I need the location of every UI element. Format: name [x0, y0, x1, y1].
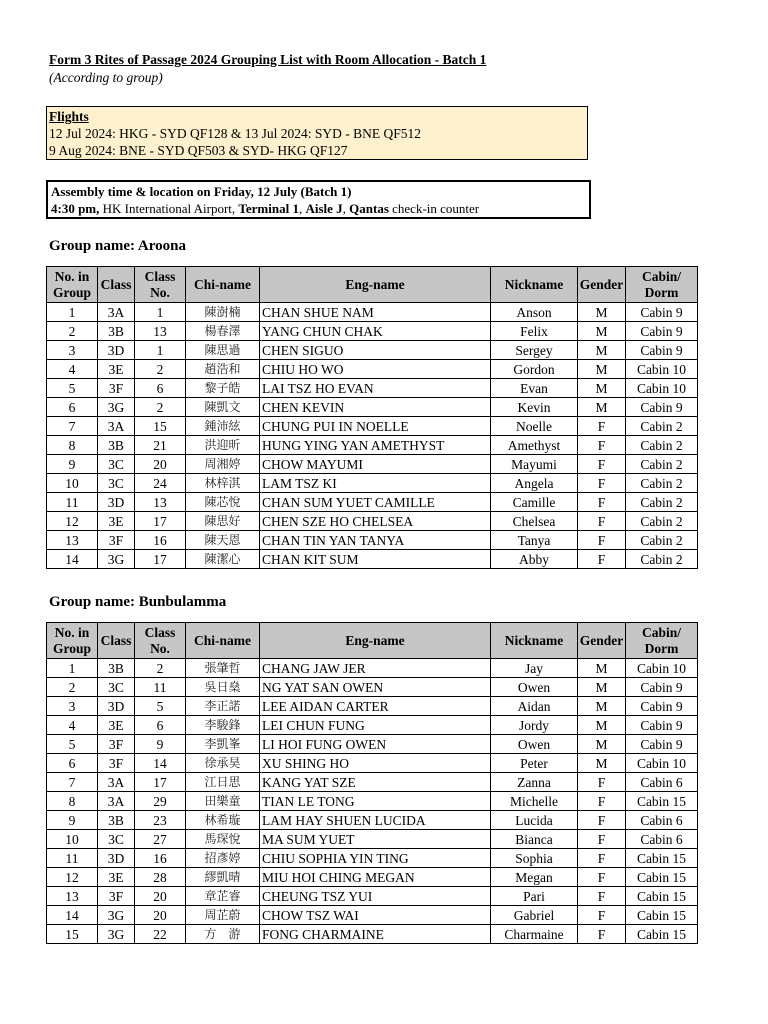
cell-chi: 周湘婷	[186, 455, 260, 474]
cell-chi: 馬琛悅	[186, 830, 260, 849]
cell-eng: NG YAT SAN OWEN	[260, 678, 491, 697]
cell-chi: 林梓淇	[186, 474, 260, 493]
cell-cabin: Cabin 15	[626, 887, 698, 906]
cell-gender: M	[578, 678, 626, 697]
cell-nick: Evan	[491, 379, 578, 398]
cell-chi: 張肇哲	[186, 659, 260, 678]
cell-nick: Michelle	[491, 792, 578, 811]
cell-cabin: Cabin 15	[626, 925, 698, 944]
cell-classno: 28	[135, 868, 186, 887]
cell-eng: LI HOI FUNG OWEN	[260, 735, 491, 754]
cell-classno: 17	[135, 512, 186, 531]
cell-class: 3E	[98, 868, 135, 887]
cell-eng: CHOW MAYUMI	[260, 455, 491, 474]
cell-class: 3E	[98, 512, 135, 531]
table-row	[47, 398, 698, 417]
cell-class: 3G	[98, 550, 135, 569]
assembly-box	[46, 180, 591, 219]
table-row	[47, 697, 698, 716]
cell-chi: 田樂童	[186, 792, 260, 811]
cell-chi: 陳潔心	[186, 550, 260, 569]
table-row	[47, 811, 698, 830]
column-header-chi: Chi-name	[186, 267, 260, 303]
cell-class: 3C	[98, 474, 135, 493]
assembly-details: 4:30 pm, HK International Airport, Terminal 1, Aisle J, Qantas check-in counter	[51, 201, 480, 216]
assembly-time: 4:30 pm,	[51, 201, 100, 216]
table-row	[47, 531, 698, 550]
column-header-cabin: Cabin/ Dorm	[626, 623, 698, 659]
cell-class: 3F	[98, 754, 135, 773]
group-title: Group name: Aroona	[49, 238, 186, 254]
cell-classno: 17	[135, 773, 186, 792]
cell-eng: CHEN SZE HO CHELSEA	[260, 512, 491, 531]
cell-class: 3E	[98, 716, 135, 735]
cell-gender: M	[578, 398, 626, 417]
cell-gender: M	[578, 322, 626, 341]
cell-classno: 11	[135, 678, 186, 697]
cell-class: 3F	[98, 735, 135, 754]
table-row	[47, 303, 698, 322]
cell-num: 14	[47, 550, 98, 569]
cell-chi: 林希璇	[186, 811, 260, 830]
cell-classno: 14	[135, 754, 186, 773]
cell-eng: LAI TSZ HO EVAN	[260, 379, 491, 398]
table-row	[47, 512, 698, 531]
cell-gender: F	[578, 792, 626, 811]
table-row	[47, 887, 698, 906]
cell-nick: Gordon	[491, 360, 578, 379]
cell-chi: 李凱峯	[186, 735, 260, 754]
table-row	[47, 550, 698, 569]
cell-cabin: Cabin 10	[626, 360, 698, 379]
cell-nick: Megan	[491, 868, 578, 887]
cell-nick: Aidan	[491, 697, 578, 716]
cell-class: 3G	[98, 925, 135, 944]
cell-num: 15	[47, 925, 98, 944]
cell-gender: M	[578, 360, 626, 379]
cell-num: 4	[47, 360, 98, 379]
cell-nick: Jordy	[491, 716, 578, 735]
cell-nick: Camille	[491, 493, 578, 512]
cell-classno: 2	[135, 398, 186, 417]
cell-cabin: Cabin 15	[626, 849, 698, 868]
cell-gender: M	[578, 303, 626, 322]
cell-class: 3C	[98, 678, 135, 697]
cell-eng: CHEUNG TSZ YUI	[260, 887, 491, 906]
flights-line-1: 12 Jul 2024: HKG - SYD QF128 & 13 Jul 2024: SYD - BNE QF512	[49, 126, 422, 141]
cell-classno: 20	[135, 887, 186, 906]
cell-classno: 5	[135, 697, 186, 716]
group-table	[46, 622, 698, 944]
assembly-terminal: Terminal 1	[238, 201, 299, 216]
table-row	[47, 417, 698, 436]
cell-chi: 黎子皓	[186, 379, 260, 398]
cell-chi: 趙浩和	[186, 360, 260, 379]
column-header-eng: Eng-name	[260, 267, 491, 303]
cell-classno: 2	[135, 360, 186, 379]
cell-cabin: Cabin 2	[626, 474, 698, 493]
cell-chi: 洪迎昕	[186, 436, 260, 455]
cell-gender: F	[578, 550, 626, 569]
cell-chi: 楊春澤	[186, 322, 260, 341]
cell-gender: F	[578, 455, 626, 474]
cell-chi: 陳澍楠	[186, 303, 260, 322]
cell-num: 2	[47, 322, 98, 341]
cell-classno: 2	[135, 659, 186, 678]
cell-class: 3B	[98, 436, 135, 455]
cell-nick: Anson	[491, 303, 578, 322]
cell-cabin: Cabin 10	[626, 379, 698, 398]
cell-class: 3A	[98, 773, 135, 792]
cell-class: 3E	[98, 360, 135, 379]
table-row	[47, 792, 698, 811]
cell-classno: 21	[135, 436, 186, 455]
cell-nick: Lucida	[491, 811, 578, 830]
cell-class: 3C	[98, 830, 135, 849]
cell-chi: 陳芯悅	[186, 493, 260, 512]
cell-chi: 招彥婷	[186, 849, 260, 868]
cell-eng: FONG CHARMAINE	[260, 925, 491, 944]
column-header-classno: Class No.	[135, 623, 186, 659]
cell-eng: HUNG YING YAN AMETHYST	[260, 436, 491, 455]
table-row	[47, 322, 698, 341]
table-row	[47, 455, 698, 474]
cell-num: 3	[47, 341, 98, 360]
cell-cabin: Cabin 2	[626, 512, 698, 531]
cell-cabin: Cabin 15	[626, 906, 698, 925]
cell-chi: 陳思過	[186, 341, 260, 360]
cell-gender: F	[578, 531, 626, 550]
assembly-aisle: Aisle J	[305, 201, 343, 216]
cell-nick: Noelle	[491, 417, 578, 436]
cell-eng: TIAN LE TONG	[260, 792, 491, 811]
table-row	[47, 735, 698, 754]
cell-classno: 6	[135, 379, 186, 398]
cell-num: 1	[47, 659, 98, 678]
cell-gender: M	[578, 697, 626, 716]
cell-num: 9	[47, 455, 98, 474]
cell-chi: 章芷睿	[186, 887, 260, 906]
table-row	[47, 659, 698, 678]
cell-cabin: Cabin 9	[626, 341, 698, 360]
cell-nick: Angela	[491, 474, 578, 493]
cell-classno: 9	[135, 735, 186, 754]
cell-eng: MIU HOI CHING MEGAN	[260, 868, 491, 887]
cell-gender: M	[578, 735, 626, 754]
cell-chi: 繆凱晴	[186, 868, 260, 887]
flights-heading: Flights	[49, 109, 89, 124]
column-header-cabin: Cabin/ Dorm	[626, 267, 698, 303]
cell-cabin: Cabin 10	[626, 754, 698, 773]
cell-cabin: Cabin 2	[626, 550, 698, 569]
cell-num: 1	[47, 303, 98, 322]
cell-classno: 29	[135, 792, 186, 811]
cell-eng: CHAN SUM YUET CAMILLE	[260, 493, 491, 512]
cell-nick: Abby	[491, 550, 578, 569]
cell-eng: CHAN TIN YAN TANYA	[260, 531, 491, 550]
cell-eng: LAM TSZ KI	[260, 474, 491, 493]
cell-nick: Charmaine	[491, 925, 578, 944]
cell-eng: LAM HAY SHUEN LUCIDA	[260, 811, 491, 830]
cell-cabin: Cabin 2	[626, 493, 698, 512]
flights-line-2: 9 Aug 2024: BNE - SYD QF503 & SYD- HKG QF127	[49, 143, 348, 158]
cell-nick: Pari	[491, 887, 578, 906]
cell-cabin: Cabin 6	[626, 830, 698, 849]
cell-gender: F	[578, 436, 626, 455]
cell-gender: F	[578, 773, 626, 792]
cell-cabin: Cabin 6	[626, 811, 698, 830]
cell-cabin: Cabin 2	[626, 531, 698, 550]
cell-gender: M	[578, 754, 626, 773]
cell-nick: Sophia	[491, 849, 578, 868]
cell-cabin: Cabin 9	[626, 398, 698, 417]
cell-eng: XU SHING HO	[260, 754, 491, 773]
cell-class: 3B	[98, 659, 135, 678]
cell-cabin: Cabin 9	[626, 678, 698, 697]
table-row	[47, 773, 698, 792]
column-header-classno: Class No.	[135, 267, 186, 303]
cell-classno: 27	[135, 830, 186, 849]
cell-class: 3A	[98, 792, 135, 811]
cell-class: 3D	[98, 493, 135, 512]
cell-cabin: Cabin 9	[626, 322, 698, 341]
cell-nick: Chelsea	[491, 512, 578, 531]
cell-classno: 17	[135, 550, 186, 569]
cell-nick: Mayumi	[491, 455, 578, 474]
table-header-row	[47, 267, 698, 303]
table-row	[47, 379, 698, 398]
cell-num: 6	[47, 754, 98, 773]
cell-classno: 20	[135, 906, 186, 925]
cell-gender: F	[578, 925, 626, 944]
cell-gender: F	[578, 906, 626, 925]
cell-cabin: Cabin 9	[626, 735, 698, 754]
cell-nick: Owen	[491, 678, 578, 697]
document-subtitle: (According to group)	[49, 70, 163, 85]
cell-num: 7	[47, 773, 98, 792]
cell-chi: 吳日燊	[186, 678, 260, 697]
cell-class: 3F	[98, 379, 135, 398]
cell-classno: 1	[135, 341, 186, 360]
cell-num: 6	[47, 398, 98, 417]
cell-eng: CHANG JAW JER	[260, 659, 491, 678]
assembly-airline: Qantas	[349, 201, 389, 216]
cell-class: 3B	[98, 811, 135, 830]
cell-nick: Kevin	[491, 398, 578, 417]
column-header-eng: Eng-name	[260, 623, 491, 659]
cell-classno: 6	[135, 716, 186, 735]
document-title: Form 3 Rites of Passage 2024 Grouping List with Room Allocation - Batch 1	[49, 52, 487, 67]
table-row	[47, 474, 698, 493]
cell-cabin: Cabin 2	[626, 455, 698, 474]
cell-class: 3D	[98, 341, 135, 360]
cell-cabin: Cabin 2	[626, 436, 698, 455]
column-header-gender: Gender	[578, 267, 626, 303]
cell-class: 3A	[98, 417, 135, 436]
cell-num: 13	[47, 887, 98, 906]
cell-gender: F	[578, 417, 626, 436]
column-header-chi: Chi-name	[186, 623, 260, 659]
table-row	[47, 754, 698, 773]
cell-gender: M	[578, 716, 626, 735]
table-row	[47, 925, 698, 944]
table-row	[47, 849, 698, 868]
cell-eng: CHIU HO WO	[260, 360, 491, 379]
cell-nick: Bianca	[491, 830, 578, 849]
cell-cabin: Cabin 10	[626, 659, 698, 678]
cell-cabin: Cabin 9	[626, 716, 698, 735]
cell-chi: 李正諾	[186, 697, 260, 716]
column-header-nick: Nickname	[491, 623, 578, 659]
cell-chi: 江日思	[186, 773, 260, 792]
cell-eng: KANG YAT SZE	[260, 773, 491, 792]
cell-chi: 陳凱文	[186, 398, 260, 417]
cell-num: 12	[47, 868, 98, 887]
cell-chi: 李駿鋒	[186, 716, 260, 735]
cell-nick: Gabriel	[491, 906, 578, 925]
cell-eng: CHAN SHUE NAM	[260, 303, 491, 322]
cell-num: 7	[47, 417, 98, 436]
cell-class: 3C	[98, 455, 135, 474]
cell-num: 8	[47, 792, 98, 811]
column-header-class: Class	[98, 623, 135, 659]
table-row	[47, 341, 698, 360]
cell-cabin: Cabin 15	[626, 792, 698, 811]
cell-chi: 陳思好	[186, 512, 260, 531]
cell-gender: M	[578, 659, 626, 678]
cell-num: 4	[47, 716, 98, 735]
cell-classno: 24	[135, 474, 186, 493]
cell-eng: CHOW TSZ WAI	[260, 906, 491, 925]
cell-num: 11	[47, 849, 98, 868]
cell-classno: 20	[135, 455, 186, 474]
cell-nick: Felix	[491, 322, 578, 341]
table-row	[47, 493, 698, 512]
cell-num: 2	[47, 678, 98, 697]
cell-class: 3D	[98, 697, 135, 716]
cell-classno: 16	[135, 849, 186, 868]
column-header-num: No. in Group	[47, 267, 98, 303]
column-header-num: No. in Group	[47, 623, 98, 659]
cell-class: 3D	[98, 849, 135, 868]
cell-num: 3	[47, 697, 98, 716]
cell-gender: M	[578, 379, 626, 398]
cell-gender: M	[578, 341, 626, 360]
cell-cabin: Cabin 9	[626, 697, 698, 716]
cell-chi: 方 游	[186, 925, 260, 944]
cell-nick: Jay	[491, 659, 578, 678]
column-header-gender: Gender	[578, 623, 626, 659]
table-row	[47, 678, 698, 697]
cell-eng: CHAN KIT SUM	[260, 550, 491, 569]
cell-num: 8	[47, 436, 98, 455]
cell-gender: F	[578, 887, 626, 906]
cell-nick: Zanna	[491, 773, 578, 792]
table-row	[47, 716, 698, 735]
cell-gender: F	[578, 474, 626, 493]
cell-eng: CHEN KEVIN	[260, 398, 491, 417]
cell-cabin: Cabin 9	[626, 303, 698, 322]
table-row	[47, 436, 698, 455]
column-header-nick: Nickname	[491, 267, 578, 303]
group-table	[46, 266, 698, 569]
cell-classno: 13	[135, 322, 186, 341]
group-title: Group name: Bunbulamma	[49, 594, 227, 610]
cell-classno: 1	[135, 303, 186, 322]
cell-num: 10	[47, 830, 98, 849]
cell-chi: 徐承昊	[186, 754, 260, 773]
cell-eng: MA SUM YUET	[260, 830, 491, 849]
cell-class: 3F	[98, 887, 135, 906]
cell-classno: 23	[135, 811, 186, 830]
cell-chi: 鍾沛絃	[186, 417, 260, 436]
cell-gender: F	[578, 811, 626, 830]
cell-classno: 22	[135, 925, 186, 944]
cell-eng: LEI CHUN FUNG	[260, 716, 491, 735]
cell-num: 13	[47, 531, 98, 550]
cell-nick: Sergey	[491, 341, 578, 360]
cell-nick: Amethyst	[491, 436, 578, 455]
cell-classno: 13	[135, 493, 186, 512]
cell-class: 3G	[98, 398, 135, 417]
cell-cabin: Cabin 15	[626, 868, 698, 887]
cell-cabin: Cabin 6	[626, 773, 698, 792]
cell-num: 5	[47, 379, 98, 398]
cell-eng: YANG CHUN CHAK	[260, 322, 491, 341]
cell-chi: 周芷蔚	[186, 906, 260, 925]
cell-num: 10	[47, 474, 98, 493]
cell-gender: F	[578, 493, 626, 512]
table-row	[47, 830, 698, 849]
cell-num: 12	[47, 512, 98, 531]
cell-nick: Peter	[491, 754, 578, 773]
cell-gender: F	[578, 512, 626, 531]
table-header-row	[47, 623, 698, 659]
cell-eng: CHUNG PUI IN NOELLE	[260, 417, 491, 436]
table-row	[47, 906, 698, 925]
flights-box	[46, 106, 588, 160]
cell-chi: 陳天恩	[186, 531, 260, 550]
cell-gender: F	[578, 830, 626, 849]
cell-num: 14	[47, 906, 98, 925]
cell-cabin: Cabin 2	[626, 417, 698, 436]
cell-nick: Tanya	[491, 531, 578, 550]
column-header-class: Class	[98, 267, 135, 303]
cell-gender: F	[578, 849, 626, 868]
cell-classno: 15	[135, 417, 186, 436]
cell-gender: F	[578, 868, 626, 887]
table-row	[47, 868, 698, 887]
cell-nick: Owen	[491, 735, 578, 754]
cell-num: 9	[47, 811, 98, 830]
cell-eng: CHIU SOPHIA YIN TING	[260, 849, 491, 868]
assembly-heading: Assembly time & location on Friday, 12 July (Batch 1)	[51, 184, 352, 199]
cell-eng: LEE AIDAN CARTER	[260, 697, 491, 716]
cell-num: 5	[47, 735, 98, 754]
cell-class: 3B	[98, 322, 135, 341]
cell-class: 3F	[98, 531, 135, 550]
cell-num: 11	[47, 493, 98, 512]
cell-class: 3A	[98, 303, 135, 322]
cell-class: 3G	[98, 906, 135, 925]
cell-eng: CHEN SIGUO	[260, 341, 491, 360]
table-row	[47, 360, 698, 379]
cell-classno: 16	[135, 531, 186, 550]
